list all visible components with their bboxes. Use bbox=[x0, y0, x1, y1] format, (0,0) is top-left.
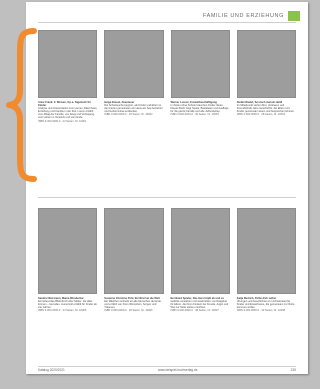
book-cover-placeholder bbox=[237, 208, 296, 294]
book-row-1 bbox=[38, 30, 296, 123]
book-caption bbox=[38, 297, 97, 312]
book-meta: ISBN 3-000-0000-0 · 32 Seiten, Nr. 10002 bbox=[104, 113, 153, 117]
book-card[interactable] bbox=[38, 208, 97, 312]
book-cover-placeholder bbox=[38, 208, 97, 294]
book-title: Bernhard Spieler, Das Herz hüpft ab und zu bbox=[170, 297, 224, 300]
book-card[interactable] bbox=[104, 208, 163, 312]
book-caption bbox=[237, 297, 296, 312]
book-meta: ISBN 3-000-0000-0 · 32 Seiten, Nr. 10008 bbox=[236, 309, 286, 313]
book-description: Analyse und Interpretation zum Lernen, Elternhaus, Erziehung und Familie in der Zeit. Lorem erzählt vom Alltag der Familie, von Krieg und Verfolgung, vom Leben im Versteck und vom Ende. bbox=[38, 107, 98, 120]
book-meta: ISBN 3-000-0000-0 · 28 Seiten, Nr. 10004 bbox=[236, 113, 286, 117]
top-divider bbox=[38, 22, 296, 23]
book-cover-placeholder bbox=[237, 30, 296, 98]
catalog-page bbox=[26, 2, 308, 374]
book-caption bbox=[104, 101, 163, 116]
book-title: Susanne Christine Pohl, Ein Brief an die Welt bbox=[104, 297, 160, 300]
book-cover-placeholder bbox=[38, 30, 97, 98]
book-meta: ISBN 3-000-0000-0 · 24 Seiten, Nr. 10005 bbox=[38, 309, 87, 313]
book-card[interactable] bbox=[237, 208, 296, 312]
book-meta: ISBN 3-000-0000-0 · 40 Seiten, Nr. 10003 bbox=[170, 113, 219, 117]
book-cover-placeholder bbox=[171, 30, 230, 98]
book-cover-placeholder bbox=[104, 30, 163, 98]
section-title: FAMILIE UND ERZIEHUNG bbox=[202, 13, 284, 19]
book-caption bbox=[171, 101, 230, 116]
book-card[interactable] bbox=[171, 30, 230, 123]
book-description: Gefühle verstehen und ausdrücken: ein Ratgeber für Eltern, die ihren Kindern bei Freude, Angst und Wut zur Seite stehen möchten. bbox=[170, 300, 229, 310]
book-title: Sandra Obermann, Mama Wunderbar bbox=[38, 297, 84, 300]
book-caption bbox=[237, 101, 296, 116]
book-description: Übungen und Geschichten zur Achtsamkeit für Kinder und Erwachsene, die gemeinsam zur Ruhe kommen wollen. bbox=[236, 300, 295, 310]
book-description: Die Schatzsuche beginnt, als Kinder und Eltern in den Ferien gemeinsam ein Haus am See beziehen und Geheimnisse entdecken. bbox=[104, 104, 163, 114]
book-description: Ein Mädchen schreibt an alle Menschen der Erde und erzählt von ihren Wünschen, Sorgen und Träumen. bbox=[104, 300, 161, 310]
book-meta: ISBN 3-000-0000-0 · 48 Seiten, Nr. 10007 bbox=[170, 309, 219, 313]
book-row-2 bbox=[38, 208, 296, 312]
book-description: In Zeiten ohne Schule brauchen Kinder Ideen. Dieses Buch zeigt Spiele, Basteleien und Ausflüge für die ganze Familie und alle Jahreszeiten. bbox=[170, 104, 229, 114]
book-cover-placeholder bbox=[104, 208, 163, 294]
book-title: Anne Frank: Z. Weisen, 8.p.a. Tagebuch für Kinder bbox=[38, 101, 91, 108]
footer-catalog-label: Katalog 2020/2021 bbox=[38, 368, 65, 372]
book-caption bbox=[171, 297, 230, 312]
page-footer bbox=[38, 368, 296, 372]
book-card[interactable] bbox=[237, 30, 296, 123]
book-meta: ISBN 3-000-0000-0 · 36 Seiten, Nr. 10006 bbox=[104, 309, 153, 313]
section-color-tab bbox=[288, 11, 300, 21]
book-title: Stefan Riedel, Sei doch mal ein Held! bbox=[236, 101, 283, 104]
section-header bbox=[203, 11, 300, 21]
book-card[interactable] bbox=[38, 30, 97, 123]
footer-page-number: 235 bbox=[290, 368, 296, 372]
middle-divider bbox=[38, 197, 296, 198]
book-card[interactable] bbox=[171, 208, 230, 312]
book-description: Ein liebevolles Bilderbuch über Mütter, die alles können – fast alles. Humorvoll erzählt für Kinder ab vier Jahren. bbox=[38, 300, 97, 310]
footer-website[interactable]: www.beispiel-buchverlag.de bbox=[157, 368, 198, 372]
book-cover-placeholder bbox=[171, 208, 230, 294]
book-card[interactable] bbox=[104, 30, 163, 123]
book-title: Werner Lorenz, Freizeitbeschäftigung bbox=[170, 101, 217, 104]
book-title: Helga Breuel, Abenteuer bbox=[104, 101, 135, 104]
bottom-divider bbox=[38, 366, 296, 367]
book-caption bbox=[104, 297, 163, 312]
curly-brace-annotation bbox=[4, 28, 38, 182]
book-meta: ISBN 3-000-0000-0 · 24 Seiten, Nr. 10001 bbox=[38, 119, 87, 123]
book-description: Im Mittelpunkt stehen Mut, Vertrauen und Freundschaft. Eine Geschichte, die Eltern und Kinder gemeinsam lesen und besprechen können. bbox=[236, 104, 295, 114]
book-title: Katja Dietrich, Fühle dich selbst bbox=[236, 297, 277, 300]
book-caption bbox=[38, 101, 97, 123]
